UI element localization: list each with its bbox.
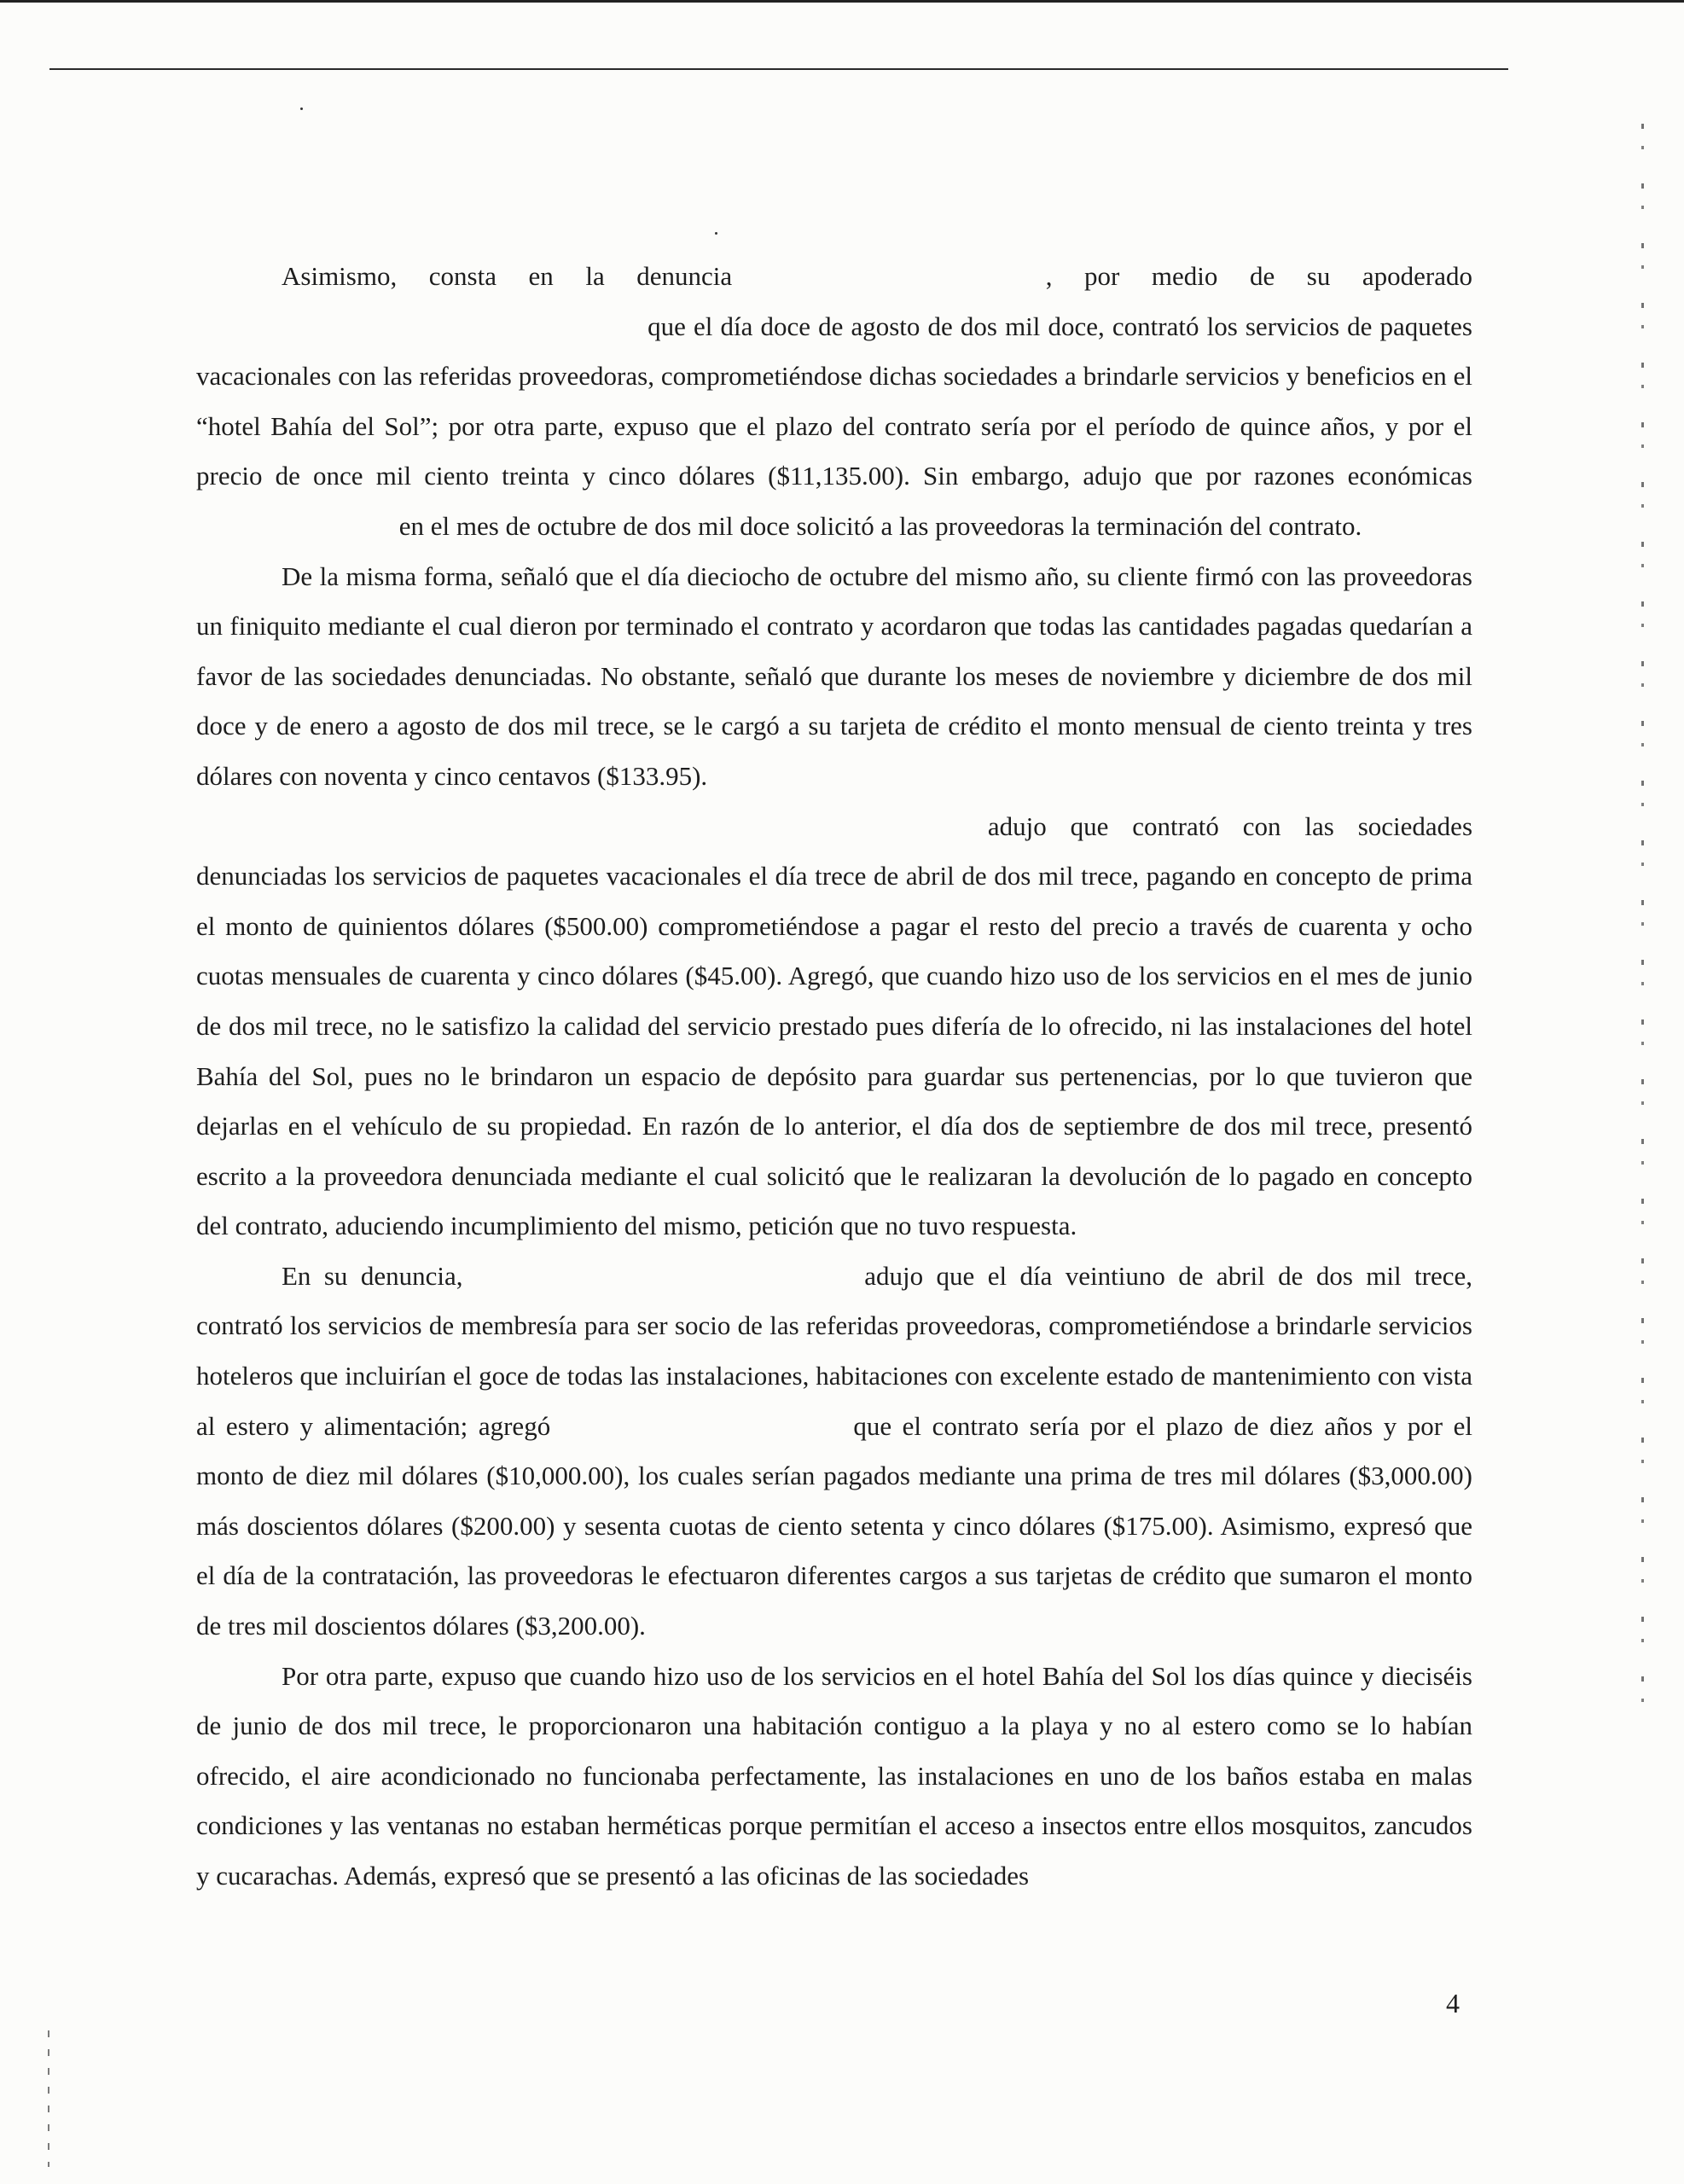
redacted-name <box>196 302 640 352</box>
redacted-name <box>561 1402 843 1452</box>
paragraph-3 <box>196 802 1472 1252</box>
redacted-name <box>196 502 392 552</box>
scan-edge-marks <box>1641 124 1644 1728</box>
paragraph-1-text-a: Asimismo, consta en la denuncia <box>282 261 733 291</box>
paragraph-4 <box>196 1252 1472 1652</box>
paragraph-2 <box>196 552 1472 802</box>
scan-edge-marks <box>48 2030 49 2167</box>
redacted-name <box>476 1252 851 1302</box>
redacted-name <box>764 252 1046 302</box>
redacted-name <box>282 802 964 852</box>
paragraph-1-text-d: en el mes de octubre de dos mil doce solicitó a las proveedoras la terminación del contrato. <box>398 510 1362 541</box>
paragraph-1 <box>196 252 1472 552</box>
document-body <box>196 252 1472 1902</box>
paragraph-4-text-a: En su denuncia, <box>282 1260 463 1291</box>
top-border-line <box>0 0 1684 3</box>
paragraph-4-text-b: adujo que el día veintiuno de abril de dos mil trece, contrató los servicios de membresía para ser socio de las referidas proveedoras, comprometiéndose a brindarle servicios hoteleros que incluirían el goce de todas las instalaciones, habitaciones con excelente estado de mantenimiento con vista al estero y alimentación; agregó <box>196 1260 1472 1441</box>
paragraph-4-text-c: que el contrato sería por el plazo de diez años y por el monto de diez mil dólares ($10,000.00), los cuales serían pagados mediante una prima de tres mil dólares ($3,000.00) más doscientos dólares ($200.00) y sesenta cuotas de ciento setenta y cinco dólares ($175.00). Asimismo, expresó que el día de la contratación, las proveedoras le efectuaron diferentes cargos a sus tarjetas de crédito que sumaron el monto de tres mil doscientos dólares ($3,200.00). <box>196 1410 1473 1641</box>
paragraph-5-text: Por otra parte, expuso que cuando hizo uso de los servicios en el hotel Bahía del Sol los días quince y dieciséis de junio de dos mil trece, le proporcionaron una habitación contiguo a la playa y no al estero como se lo habían ofrecido, el aire acondicionado no funcionaba perfectamente, las instalaciones en uno de los baños estaba en malas condiciones y las ventanas no estaban herméticas porque permitían el acceso a insectos entre ellos mosquitos, zancudos y cucarachas. Además, expresó que se presentó a las oficinas de las sociedades <box>196 1660 1472 1891</box>
paragraph-5 <box>196 1652 1472 1902</box>
paragraph-3-text: adujo que contrató con las sociedades denunciadas los servicios de paquetes vacacionales el día trece de abril de dos mil trece, pagando en concepto de prima el monto de quinientos dólares ($500.00) comprometiéndose a pagar el resto del precio a través de cuarenta y ocho cuotas mensuales de cuarenta y cinco dólares ($45.00). Agregó, que cuando hizo uso de los servicios en el mes de junio de dos mil trece, no le satisfizo la calidad del servicio prestado pues difería de lo ofrecido, ni las instalaciones del hotel Bahía del Sol, pues no le brindaron un espacio de depósito para guardar sus pertenencias, por lo que tuvieron que dejarlas en el vehículo de su propiedad. En razón de lo anterior, el día dos de septiembre de dos mil trece, presentó escrito a la proveedora denunciada mediante el cual solicitó que le realizaran la devolución de lo pagado en concepto del contrato, aduciendo incumplimiento del mismo, petición que no tuvo respuesta. <box>196 810 1473 1241</box>
paragraph-1-text-c: que el día doce de agosto de dos mil doce, contrató los servicios de paquetes vacacionales con las referidas proveedoras, comprometiéndose dichas sociedades a brindarle servicios y beneficios en el “hotel Bahía del Sol”; por otra parte, expuso que el plazo del contrato sería por el período de quince años, y por el precio de once mil ciento treinta y cinco dólares ($11,135.00). Sin embargo, adujo que por razones económicas <box>196 311 1473 491</box>
paragraph-2-text: De la misma forma, señaló que el día dieciocho de octubre del mismo año, su cliente firmó con las proveedoras un finiquito mediante el cual dieron por terminado el contrato y acordaron que todas las cantidades pagadas quedarían a favor de las sociedades denunciadas. No obstante, señaló que durante los meses de noviembre y diciembre de dos mil doce y de enero a agosto de dos mil trece, se le cargó a su tarjeta de crédito el monto mensual de ciento treinta y tres dólares con noventa y cinco centavos ($133.95). <box>196 561 1472 791</box>
page-number: 4 <box>1446 1988 1460 2018</box>
scan-speck <box>300 107 303 110</box>
paragraph-1-text-b: , por medio de su apoderado <box>1045 261 1473 291</box>
header-rule <box>49 68 1508 70</box>
scan-speck <box>715 232 717 235</box>
